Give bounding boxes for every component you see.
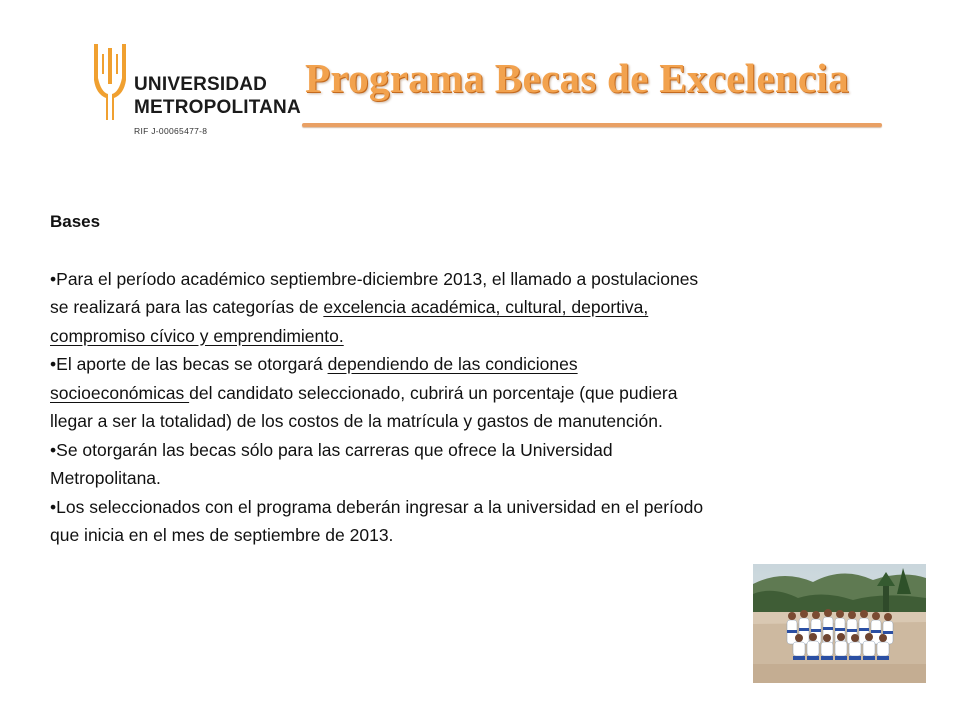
bullet-emphasis: excelencia académica, cultural, deportiva, compromiso cívico y emprendimiento. [50, 297, 649, 346]
unimet-logo-mark [90, 44, 130, 120]
title-divider [302, 123, 882, 127]
bullet-mark: • [50, 496, 57, 517]
bullet-item [50, 493, 710, 550]
bullet-text: Para el período académico septiembre-diciembre 2013, el llamado a postulaciones se realizará para las categorías de [50, 268, 699, 317]
content-body [50, 208, 710, 550]
bullet-emphasis: dependiendo de las condiciones socioeconómicas [50, 354, 578, 403]
page-title: Programa Becas de Excelencia [305, 55, 849, 101]
bullet-text: del candidato seleccionado, cubrirá un porcentaje (que pudiera llegar a ser la totalidad) de los costos de la matrícula y gastos de manutención. [50, 382, 678, 431]
bullet-text: Se otorgarán las becas sólo para las carreras que ofrece la Universidad Metropolitana. [50, 439, 613, 488]
bullet-item [50, 350, 710, 436]
university-logo [90, 44, 300, 154]
bullet-mark: • [50, 268, 57, 289]
section-heading: Bases [50, 212, 101, 231]
bullet-item [50, 265, 710, 351]
bullet-text: Los seleccionados con el programa deberán ingresar a la universidad en el período que inicia en el mes de septiembre de 2013. [50, 496, 704, 545]
team-photo [753, 564, 926, 683]
bullet-item [50, 436, 710, 493]
bullet-mark: • [50, 354, 57, 374]
logo-line-1: UNIVERSIDAD [134, 74, 268, 95]
bullet-text: El aporte de las becas se otorgará [56, 354, 328, 374]
logo-rif: RIF J-00065477-8 [134, 126, 208, 136]
logo-line-2: METROPOLITANA [134, 97, 301, 118]
bullet-mark: • [50, 439, 57, 460]
